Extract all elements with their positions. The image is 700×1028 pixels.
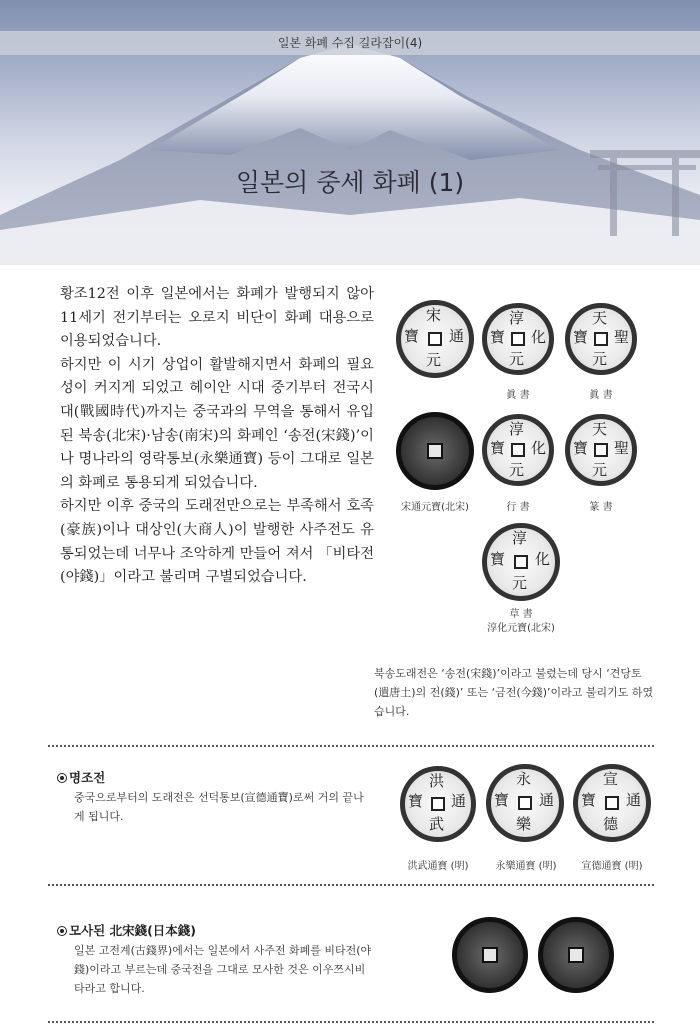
coin-hole — [518, 796, 532, 810]
coin-image: 宋 通 元 寶 — [396, 300, 474, 378]
section-divider — [48, 1021, 654, 1023]
coin-caption: 行 書 — [506, 502, 530, 513]
coin-caption: 眞 書 — [506, 390, 530, 401]
section-divider — [48, 884, 654, 886]
coin-caption: 眞 書 — [589, 390, 613, 401]
coin-caption: 宋通元寶(北宋) — [401, 502, 469, 513]
section-divider — [48, 745, 654, 747]
bullet-icon — [57, 926, 67, 936]
section-text: 중국으로부터의 도래전은 선덕통보(宣德通寶)로써 거의 끝나게 됩니다. — [74, 791, 364, 823]
coin-hole — [568, 947, 584, 963]
coin-image: 天 聖 元 寶 — [565, 303, 637, 375]
coin-caption: 洪武通寶 (明) — [407, 861, 469, 872]
section-text: 일본 고전계(古錢界)에서는 일본에서 사주전 화폐를 비타전(야錢)이라고 부르는데 중국전을 그대로 모사한 것은 이우쯔시비타라고 합니다. — [74, 944, 372, 995]
coin-image — [396, 412, 474, 490]
coin-hole — [428, 332, 442, 346]
coin-hole — [594, 443, 608, 457]
coin-caption: 宣德通寶 (明) — [581, 861, 643, 872]
section-heading — [57, 768, 105, 786]
section-heading-text: 모사된 北宋錢(日本錢) — [69, 923, 197, 938]
bullet-icon — [57, 773, 67, 783]
series-title-bar: 일본 화폐 수집 길라잡이(4) — [0, 31, 700, 55]
coin-note: 북송도래전은 ‘송전(宋錢)’이라고 불렸는데 당시 ‘견당토(遣唐土)의 전(錢)’ 또는 ‘금전(今錢)’이라고 불리기도 하였습니다. — [374, 667, 654, 718]
coin-image: 宣 通 德 寶 — [573, 764, 651, 842]
coin-caption: 永樂通寶 (明) — [495, 861, 557, 872]
coin-hole — [511, 443, 525, 457]
intro-paragraph-3: 하지만 이후 중국의 도래전만으로는 부족해서 호족(豪族)이나 대상인(大商人)이 발행한 사주전도 유통되었는데 너무나 조악하게 만들어 져서 「비타전(야錢)」이라고 불리며 구별되었습니다. — [60, 498, 374, 586]
coin-hole — [605, 796, 619, 810]
coin-hole — [594, 332, 608, 346]
intro-paragraph-2: 하지만 이 시기 상업이 활발해지면서 화폐의 필요성이 커지게 되었고 헤이안 시대 중기부터 전국시대(戰國時代)까지는 중국과의 무역을 통해서 유입된 북송(北宋)·남송(南宋)의 화폐인 ‘송전(宋錢)’이나 명나라의 영락통보(永樂通寶) 등이 그대로 일본의 화폐로 통용되게 되었습니다. — [60, 356, 374, 491]
coin-image: 天 聖 元 寶 — [565, 414, 637, 486]
coin-caption: 篆 書 — [589, 502, 613, 513]
intro-paragraph-1: 황조12전 이후 일본에서는 화폐가 발행되지 않아 11세기 전기부터는 오로지 비단이 화폐 대용으로 이용되었습니다. — [60, 286, 374, 350]
coin-hole — [514, 555, 528, 569]
section-heading-text: 명조전 — [69, 770, 106, 785]
section-heading — [57, 921, 196, 939]
coin-image — [452, 917, 528, 993]
coin-image: 淳 化 元 寶 — [482, 523, 560, 601]
page-title: 일본의 중세 화폐 (1) — [235, 168, 465, 197]
coin-image: 洪 通 武 寶 — [400, 766, 476, 842]
coin-hole — [427, 443, 443, 459]
coin-image: 永 通 樂 寶 — [486, 764, 564, 842]
intro-text — [60, 283, 374, 590]
coin-image — [538, 917, 614, 993]
coin-hole — [511, 332, 525, 346]
coin-image: 淳 化 元 寶 — [482, 303, 554, 375]
coin-caption: 草 書 — [509, 609, 533, 620]
coin-caption: 淳化元寶(北宋) — [487, 623, 555, 634]
coin-image: 淳 化 元 寶 — [482, 414, 554, 486]
coin-hole — [482, 947, 498, 963]
coin-hole — [431, 797, 445, 811]
